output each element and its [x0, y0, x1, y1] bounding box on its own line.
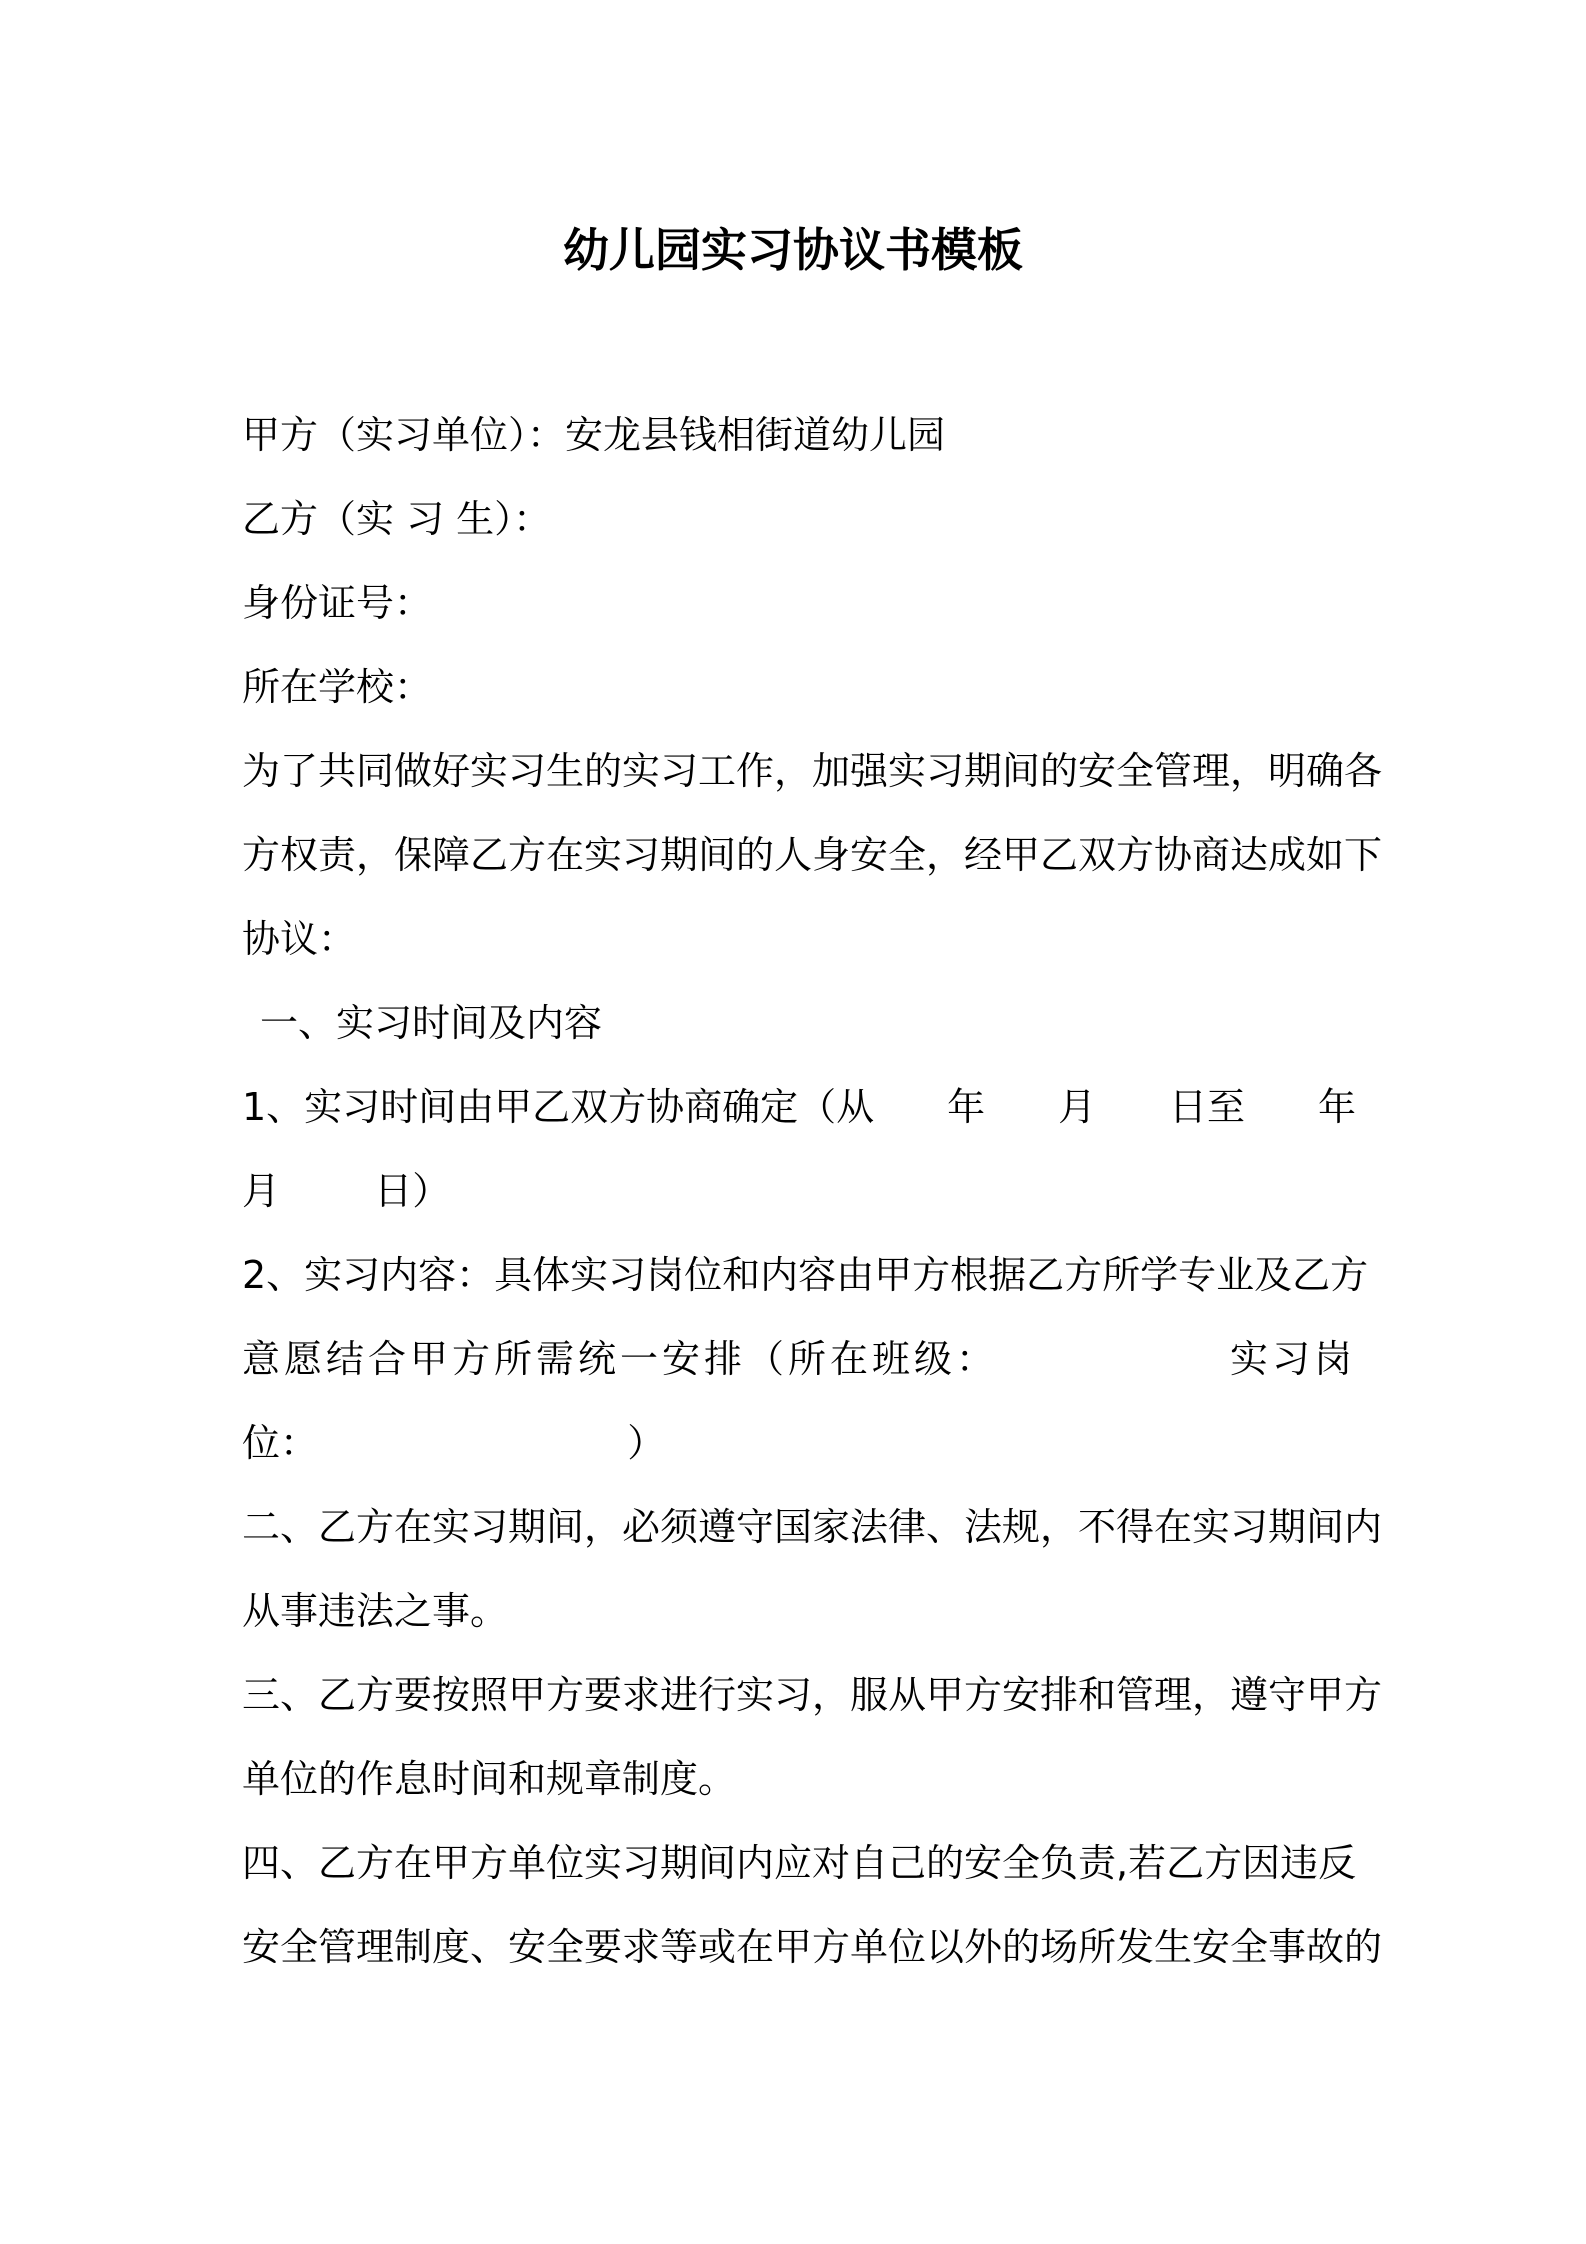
party-b-line: 乙方（实 习 生）：: [242, 497, 552, 541]
document-title: 幼儿园实习协议书模板: [563, 223, 1023, 277]
item2-class-label: 意愿结合甲方所需统一安排（所在班级：: [242, 1337, 999, 1381]
item1-month-end: 月: [242, 1169, 281, 1213]
item2-position-colon: 位：: [242, 1421, 319, 1465]
item2-position-label: 实习岗: [1229, 1337, 1356, 1381]
item1-day-to: 日至: [1169, 1085, 1246, 1129]
item1-month-start: 月: [1058, 1085, 1097, 1129]
item1-line-2: [242, 1161, 1356, 1221]
item2-close-paren: ）: [627, 1421, 666, 1465]
school-line: 所在学校：: [242, 665, 433, 709]
preamble-line-3: 协议：: [242, 917, 357, 961]
item1-year-start: 年: [947, 1085, 986, 1129]
section2-line-1: 二、乙方在实习期间，必须遵守国家法律、法规，不得在实习期间内: [242, 1505, 1383, 1549]
section2-line-2: 从事违法之事。: [242, 1589, 509, 1633]
item1-line-1: [242, 1077, 1356, 1137]
item1-text: 1、实习时间由甲乙双方协商确定（从: [242, 1085, 875, 1129]
section3-line-2: 单位的作息时间和规章制度。: [242, 1757, 737, 1801]
item2-line-2: [242, 1329, 1356, 1389]
item2-line-1: 2、实习内容：具体实习岗位和内容由甲方根据乙方所学专业及乙方: [242, 1253, 1369, 1297]
item1-day-end: 日）: [374, 1169, 451, 1213]
party-a-line: 甲方（实习单位）：安龙县钱相街道幼儿园: [242, 413, 946, 457]
item2-line-3: [242, 1413, 1356, 1473]
section1-heading: 一、实习时间及内容: [260, 1001, 603, 1045]
section3-line-1: 三、乙方要按照甲方要求进行实习，服从甲方安排和管理，遵守甲方: [242, 1673, 1383, 1717]
preamble-line-2: 方权责，保障乙方在实习期间的人身安全，经甲乙双方协商达成如下: [242, 833, 1383, 877]
item1-year-end: 年: [1317, 1085, 1356, 1129]
section4-line-2: 安全管理制度、安全要求等或在甲方单位以外的场所发生安全事故的: [242, 1925, 1383, 1969]
id-number-line: 身份证号：: [242, 581, 433, 625]
section4-line-1: 四、乙方在甲方单位实习期间内应对自己的安全负责,若乙方因违反: [242, 1841, 1357, 1885]
preamble-line-1: 为了共同做好实习生的实习工作，加强实习期间的安全管理，明确各: [242, 749, 1383, 793]
